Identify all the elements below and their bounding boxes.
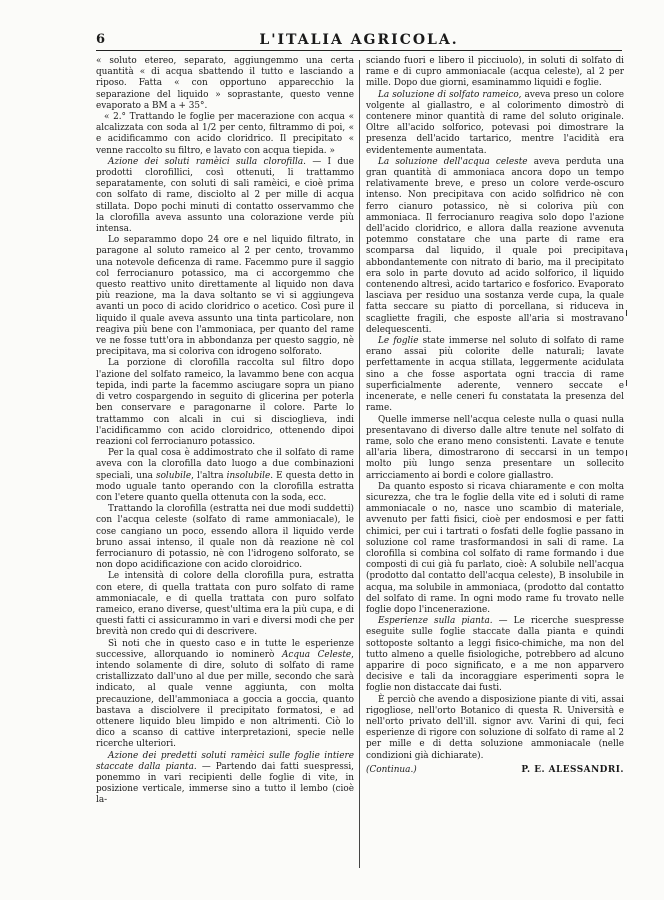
emphasis: insolubile (226, 470, 271, 481)
paragraph: « soluto etereo, separato, aggiungemmo una certa quantità « di acqua sbattendo il tutto e lasciando a riposo. Fatta « con opportuno apparecchio la separazione del liquido » soprastante, questo venne evaporato a BM a + 35°. (96, 56, 354, 111)
paragraph (366, 90, 624, 157)
running-title: L'ITALIA AGRICOLA. (259, 32, 459, 48)
column-divider (359, 60, 360, 868)
page-number: 6 (96, 32, 106, 47)
paragraph (96, 751, 354, 807)
paragraph: Quelle immerse nell'acqua celeste nulla o quasi nulla presentavano di diverso dalle altre tenute nel solfato di rame, solo che erano meno consistenti. Lavate e tenute all'aria libera, dimostrarono di seccarsi in un tempo molto più lungo senza presentare un sollecito arricciamento ai bordi e colore giallastro. (366, 414, 624, 481)
margin-tick (626, 380, 631, 386)
section-heading: La soluzione di solfato rameico, (378, 89, 522, 100)
paragraph-text: — Partendo dai fatti suespressi, ponemmo in vari recipienti delle foglie di vite, in posizione verticale, immerse sino a tutto il lembo (cioè la- (96, 761, 354, 806)
paragraph-text: aveva perduta una gran quantità di ammoniaca ancora dopo un tempo relativamente breve, e preso un colore verde-oscuro intenso. Non precipitava con acido solfidrico nè con ferro cianuro potassico, nè si coloriva più con ammoniaca. Il ferrocianuro reagiva solo dopo l'azione dell'acido cloridrico, e allora dalla reazione avvenuta potemmo constatare che una parte di rame era scomparsa dal liquido, il quale poi precipitava abbondantemente con nitrato di bario, ma il precipitato era solo in parte dovuto ad acido solforico, il liquido contenendo altresì, acido tartarico e fosforico. Evaporato lasciava per residuo una sostanza verde cupa, la quale fatta seccare su piatto di porcellana, si riduceva in scagliette fragili, che esposte all'aria si mostravano delequescenti. (366, 156, 624, 335)
continued-note: (Continua.) (366, 764, 417, 775)
margin-marks (626, 250, 656, 550)
paragraph-text: , l'altra (191, 470, 227, 481)
paragraph (96, 448, 354, 504)
paragraph: La porzione di clorofilla raccolta sul filtro dopo l'azione del solfato rameico, la lavammo bene con acqua tepida, indi parte la facemmo asciugare sopra un piano di vetro cospargendo in seguito di glicerina per poterla ben conservare e paragonarne il colore. Parte lo trattammo con alcali in cui si discioglieva, indi l'acidificammo con acido cloroidrico, ottenendo dipoi reazioni col ferrocianuro potassico. (96, 358, 354, 447)
page-header (96, 30, 622, 51)
paragraph-text: . E questa detto in modo uguale tanto operando con la clorofilla estratta con l'etere quanto quella ottenuta con la soda, ecc. (96, 470, 354, 503)
paragraph: È perciò che avendo a disposizione piante di viti, assai rigogliose, nell'orto Botanico di questa R. Università e nell'orto privato dell'ill. signor avv. Varini di qui, feci esperienze di rigore con soluzione di solfato di rame al 2 per mille e di detta soluzione ammoniacale (nelle condizioni già dichiarate). (366, 694, 624, 761)
paragraph: Da quanto esposto si ricava chiaramente e con molta sicurezza, che tra le foglie della vite ed i soluti di rame ammoniacale o no, nasce uno scambio di materiale, avvenuto per fatti fisici, cioè per endosmosi e per fatti chimici, per cui i tartrati o fosfati delle foglie passano in soluzione col rame trasformandosi in sali di rame. La clorofilla si combina col solfato di rame formando i due composti di cui già fu parlato, cioè: A solubile nell'acqua (prodotto dal contatto dell'acqua celeste), B insolubile in acqua, ma solubile in ammoniaca, (prodotto dal contatto del solfato di rame. In ogni modo rame fu trovato nelle foglie dopo l'incenerazione. (366, 481, 624, 615)
paragraph (366, 336, 624, 414)
author-signature: P. E. ALESSANDRI. (521, 764, 624, 775)
section-heading: Azione dei predetti soluti ramèici sulle foglie intiere staccate dalla pianta. (96, 750, 354, 772)
paragraph: Trattando la clorofilla (estratta nei due modi suddetti) con l'acqua celeste (solfato di rame ammoniacale), le cose cangiano un poco, essendo allora il liquido verde bruno assai intenso, il quale non dà reazione nè col ferrocianuro di potassio, nè con l'idrogeno solforato, se non dopo acidificazione con acido cloroidrico. (96, 504, 354, 571)
paragraph-text: — I due prodotti clorofillici, così ottenuti, li trattammo separatamente, con soluti di sali ramèici, e cioè prima con solfato di rame, disciolto al 2 per mille di acqua stillata. Dopo pochi minuti di contatto osservammo che la clorofilla aveva assunto una colorazione verde più intensa. (96, 156, 354, 235)
paragraph-text: — Le ricerche suespresse eseguite sulle foglie staccate dalla pianta e quindi sottoposte soltanto a leggi fisico-chimiche, ma non del tutto almeno a quelle fisiologiche, potrebbero ad alcuno apparire di poco significato, e a me non apparvero decisive e tali da incoraggiare esperimenti sopra le foglie non distaccate dai fusti. (366, 616, 625, 694)
paragraph-text: Per la qual cosa è addimostrato che il solfato di rame aveva con la clorofilla dato luogo a due combinazioni speciali, una (96, 448, 354, 481)
paragraph-text: Sì noti che in questo caso e in tutte le esperienze successive, allorquando io nominerò (96, 638, 354, 660)
section-heading: La soluzione dell'acqua celeste (378, 156, 528, 167)
paragraph (366, 157, 624, 336)
paragraph: sciando fuori e libero il picciuolo), in soluti di solfato di rame e di cupro ammoniacale (acqua celeste), al 2 per mille. Dopo due giorni, esaminammo liquidi e foglie. (366, 56, 624, 89)
emphasis: solubile (156, 470, 192, 481)
section-heading: Azione dei soluti ramèici sulla clorofilla. (108, 156, 306, 167)
emphasis: Acqua Celeste (281, 649, 352, 660)
paragraph-text: , intendo solamente di dire, soluto di solfato di rame cristallizzato dall'uno al due per mille, secondo che sarà indicato, al quale venne aggiunta, con molta precauzione, dell'ammoniaca a goccia a goccia, quanto bastava a disciolvere il precipitato formatosi, e ad ottenere liquido bleu limpido e non altrimenti. Ciò lo dico a scanso di cattive interpretazioni, specie nelle ricerche ulteriori. (96, 649, 354, 750)
margin-tick (626, 310, 631, 316)
paragraph (96, 157, 354, 235)
left-column (96, 56, 354, 807)
paragraph: « 2.° Trattando le foglie per macerazione con acqua « alcalizzata con soda al 1/2 per cento, filtrammo di poi, « e acidificammo con acido cloridrico. Il precipitato « venne raccolto su filtro, e lavato con acqua tiepida. » (96, 112, 354, 156)
paragraph (96, 639, 354, 751)
signature-line (366, 765, 624, 776)
section-heading: Esperienze sulla pianta. (378, 616, 493, 627)
paragraph-text: aveva preso un colore volgente al giallastro, e al colorimento dimostrò di contenere minor quantità di rame del soluto originale. Oltre all'acido solforico, potevasi poi dimostrare la presenza dell'acido tartarico, mentre l'acidità era evidentemente aumentata. (366, 89, 624, 156)
paragraph: Lo separammo dopo 24 ore e nel liquido filtrato, in paragone al soluto rameico al 2 per cento, trovammo una notevole deficenza di rame. Facemmo pure il saggio col ferrocianuro potassico, ma ci accorgemmo che questo reattivo unito direttamente al liquido non dava più reazione, ma la dava soltanto se vi si aggiungeva avanti un poco di acido cloridrico o acetico. Così pure il liquido il quale aveva assunto una tinta particolare, non reagiva più bene con l'ammoniaca, per quanto del rame ve ne fosse tutt'ora in abbondanza per questo saggio, nè precipitava, ma si coloriva con idrogeno solforato. (96, 235, 354, 358)
paragraph (366, 616, 624, 694)
margin-tick (626, 250, 631, 256)
paragraph: Le intensità di colore della clorofilla pura, estratta con etere, di quella trattata con puro solfato di rame ammoniacale, e di quella trattata con puro solfato rameico, erano diverse, quest'ultima era la più cupa, e di questi fatti ci assicurammo in vari e diversi modi che per brevità non credo qui di descrivere. (96, 571, 354, 638)
section-heading: Le foglie (378, 336, 419, 347)
right-column (366, 56, 624, 776)
paragraph-text: state immerse nel soluto di solfato di rame erano assai più colorite delle naturali; lavate perfettamente in acqua stillata, leggermente acidulata sino a che fosse asportata ogni traccia di rame superficialmente aderente, vennero seccate e incenerate, e nelle ceneri fu constatata la presenza del rame. (366, 336, 624, 414)
margin-tick (626, 450, 631, 456)
